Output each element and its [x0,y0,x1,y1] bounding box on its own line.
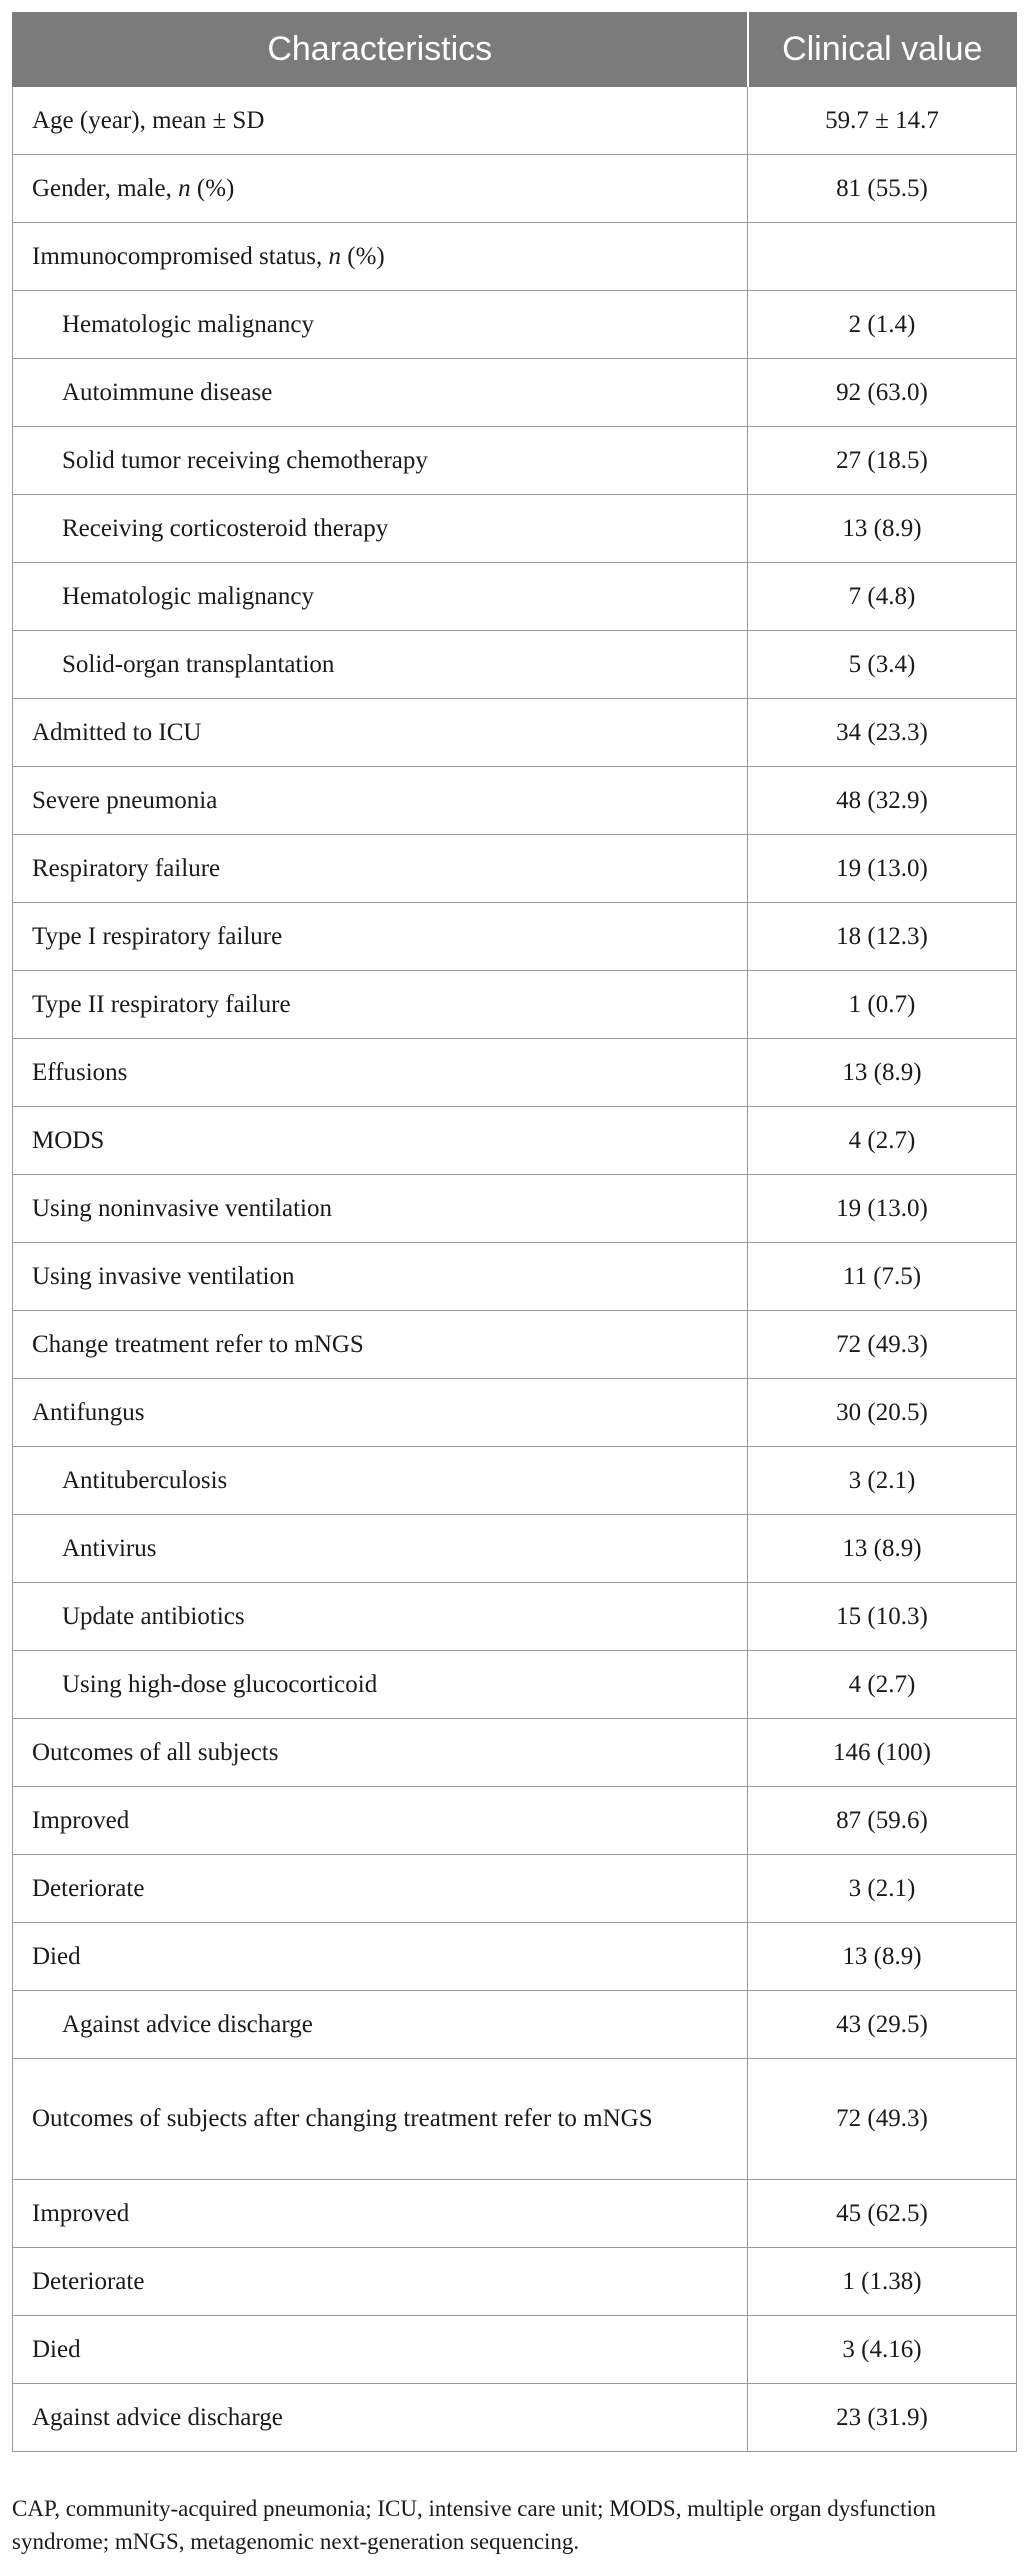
clinical-value: 11 (7.5) [748,1243,1017,1311]
table-row [13,155,1017,223]
clinical-value: 92 (63.0) [748,359,1017,427]
clinical-value: 7 (4.8) [748,563,1017,631]
table-row [13,2316,1017,2384]
header-clinical-value: Clinical value [748,13,1017,87]
characteristic-label: Outcomes of all subjects [13,1719,748,1787]
table-row [13,2180,1017,2248]
table-row [13,903,1017,971]
characteristic-label: Hematologic malignancy [13,563,748,631]
table-row [13,563,1017,631]
clinical-value: 5 (3.4) [748,631,1017,699]
clinical-value: 4 (2.7) [748,1107,1017,1175]
table-body [13,87,1017,2452]
table-row [13,631,1017,699]
table-row [13,1515,1017,1583]
table-row [13,1379,1017,1447]
characteristic-label: Type II respiratory failure [13,971,748,1039]
table-row [13,2248,1017,2316]
clinical-value: 45 (62.5) [748,2180,1017,2248]
clinical-value: 72 (49.3) [748,2059,1017,2180]
characteristic-label: Immunocompromised status, n (%) [13,223,748,291]
characteristic-label: Respiratory failure [13,835,748,903]
characteristic-label: Gender, male, n (%) [13,155,748,223]
table-row [13,1311,1017,1379]
characteristic-label: Age (year), mean ± SD [13,87,748,155]
characteristic-label: Type I respiratory failure [13,903,748,971]
clinical-value: 34 (23.3) [748,699,1017,767]
clinical-value: 81 (55.5) [748,155,1017,223]
clinical-value: 3 (4.16) [748,2316,1017,2384]
table-row [13,1447,1017,1515]
clinical-value: 48 (32.9) [748,767,1017,835]
characteristic-label: Antifungus [13,1379,748,1447]
table-row [13,1855,1017,1923]
clinical-value: 19 (13.0) [748,1175,1017,1243]
clinical-value: 3 (2.1) [748,1447,1017,1515]
characteristic-label: Against advice discharge [13,1991,748,2059]
characteristics-table [12,12,1017,2452]
table-row [13,971,1017,1039]
characteristic-label: Autoimmune disease [13,359,748,427]
clinical-value: 43 (29.5) [748,1991,1017,2059]
clinical-value: 13 (8.9) [748,1515,1017,1583]
header-characteristics: Characteristics [13,13,748,87]
table-row [13,1719,1017,1787]
table-row [13,359,1017,427]
characteristic-label: Receiving corticosteroid therapy [13,495,748,563]
table-row [13,1991,1017,2059]
clinical-value: 30 (20.5) [748,1379,1017,1447]
clinical-value: 3 (2.1) [748,1855,1017,1923]
clinical-value: 1 (1.38) [748,2248,1017,2316]
clinical-value: 18 (12.3) [748,903,1017,971]
clinical-value [748,223,1017,291]
table-row [13,1923,1017,1991]
characteristic-label: Update antibiotics [13,1583,748,1651]
characteristic-label: Deteriorate [13,2248,748,2316]
characteristic-label: Solid-organ transplantation [13,631,748,699]
table-row [13,87,1017,155]
clinical-value: 13 (8.9) [748,495,1017,563]
table-row [13,1787,1017,1855]
table-row [13,1107,1017,1175]
table-row [13,767,1017,835]
clinical-value: 13 (8.9) [748,1923,1017,1991]
characteristic-label: Hematologic malignancy [13,291,748,359]
table-row [13,699,1017,767]
characteristic-label: Severe pneumonia [13,767,748,835]
table-footnote: CAP, community-acquired pneumonia; ICU, intensive care unit; MODS, multiple organ dysfunction syndrome; mNGS, metagenomic next-generation sequencing. [12,2496,936,2554]
characteristic-label: Using high-dose glucocorticoid [13,1651,748,1719]
characteristic-label: Using noninvasive ventilation [13,1175,748,1243]
clinical-value: 23 (31.9) [748,2384,1017,2452]
characteristic-label: MODS [13,1107,748,1175]
table-row [13,2059,1017,2180]
clinical-value: 146 (100) [748,1719,1017,1787]
table-row [13,2384,1017,2452]
table-row [13,1039,1017,1107]
clinical-value: 1 (0.7) [748,971,1017,1039]
table-row [13,1651,1017,1719]
table-row [13,835,1017,903]
table-row [13,1175,1017,1243]
characteristic-label: Outcomes of subjects after changing treatment refer to mNGS [13,2059,748,2180]
clinical-value: 2 (1.4) [748,291,1017,359]
clinical-value: 15 (10.3) [748,1583,1017,1651]
table-row [13,427,1017,495]
characteristic-label: Died [13,2316,748,2384]
characteristic-label: Improved [13,2180,748,2248]
characteristic-label: Against advice discharge [13,2384,748,2452]
characteristic-label: Change treatment refer to mNGS [13,1311,748,1379]
clinical-value: 27 (18.5) [748,427,1017,495]
table-row [13,223,1017,291]
table-row [13,1583,1017,1651]
clinical-value: 59.7 ± 14.7 [748,87,1017,155]
characteristic-label: Admitted to ICU [13,699,748,767]
characteristic-label: Died [13,1923,748,1991]
characteristic-label: Antivirus [13,1515,748,1583]
header-row [13,13,1017,87]
clinical-value: 19 (13.0) [748,835,1017,903]
clinical-value: 13 (8.9) [748,1039,1017,1107]
characteristic-label: Solid tumor receiving chemotherapy [13,427,748,495]
table-header [13,13,1017,87]
clinical-value: 87 (59.6) [748,1787,1017,1855]
table-row [13,1243,1017,1311]
characteristic-label: Improved [13,1787,748,1855]
characteristic-label: Deteriorate [13,1855,748,1923]
characteristic-label: Effusions [13,1039,748,1107]
clinical-value: 4 (2.7) [748,1651,1017,1719]
characteristic-label: Antituberculosis [13,1447,748,1515]
table-row [13,291,1017,359]
clinical-value: 72 (49.3) [748,1311,1017,1379]
table-row [13,495,1017,563]
characteristic-label: Using invasive ventilation [13,1243,748,1311]
